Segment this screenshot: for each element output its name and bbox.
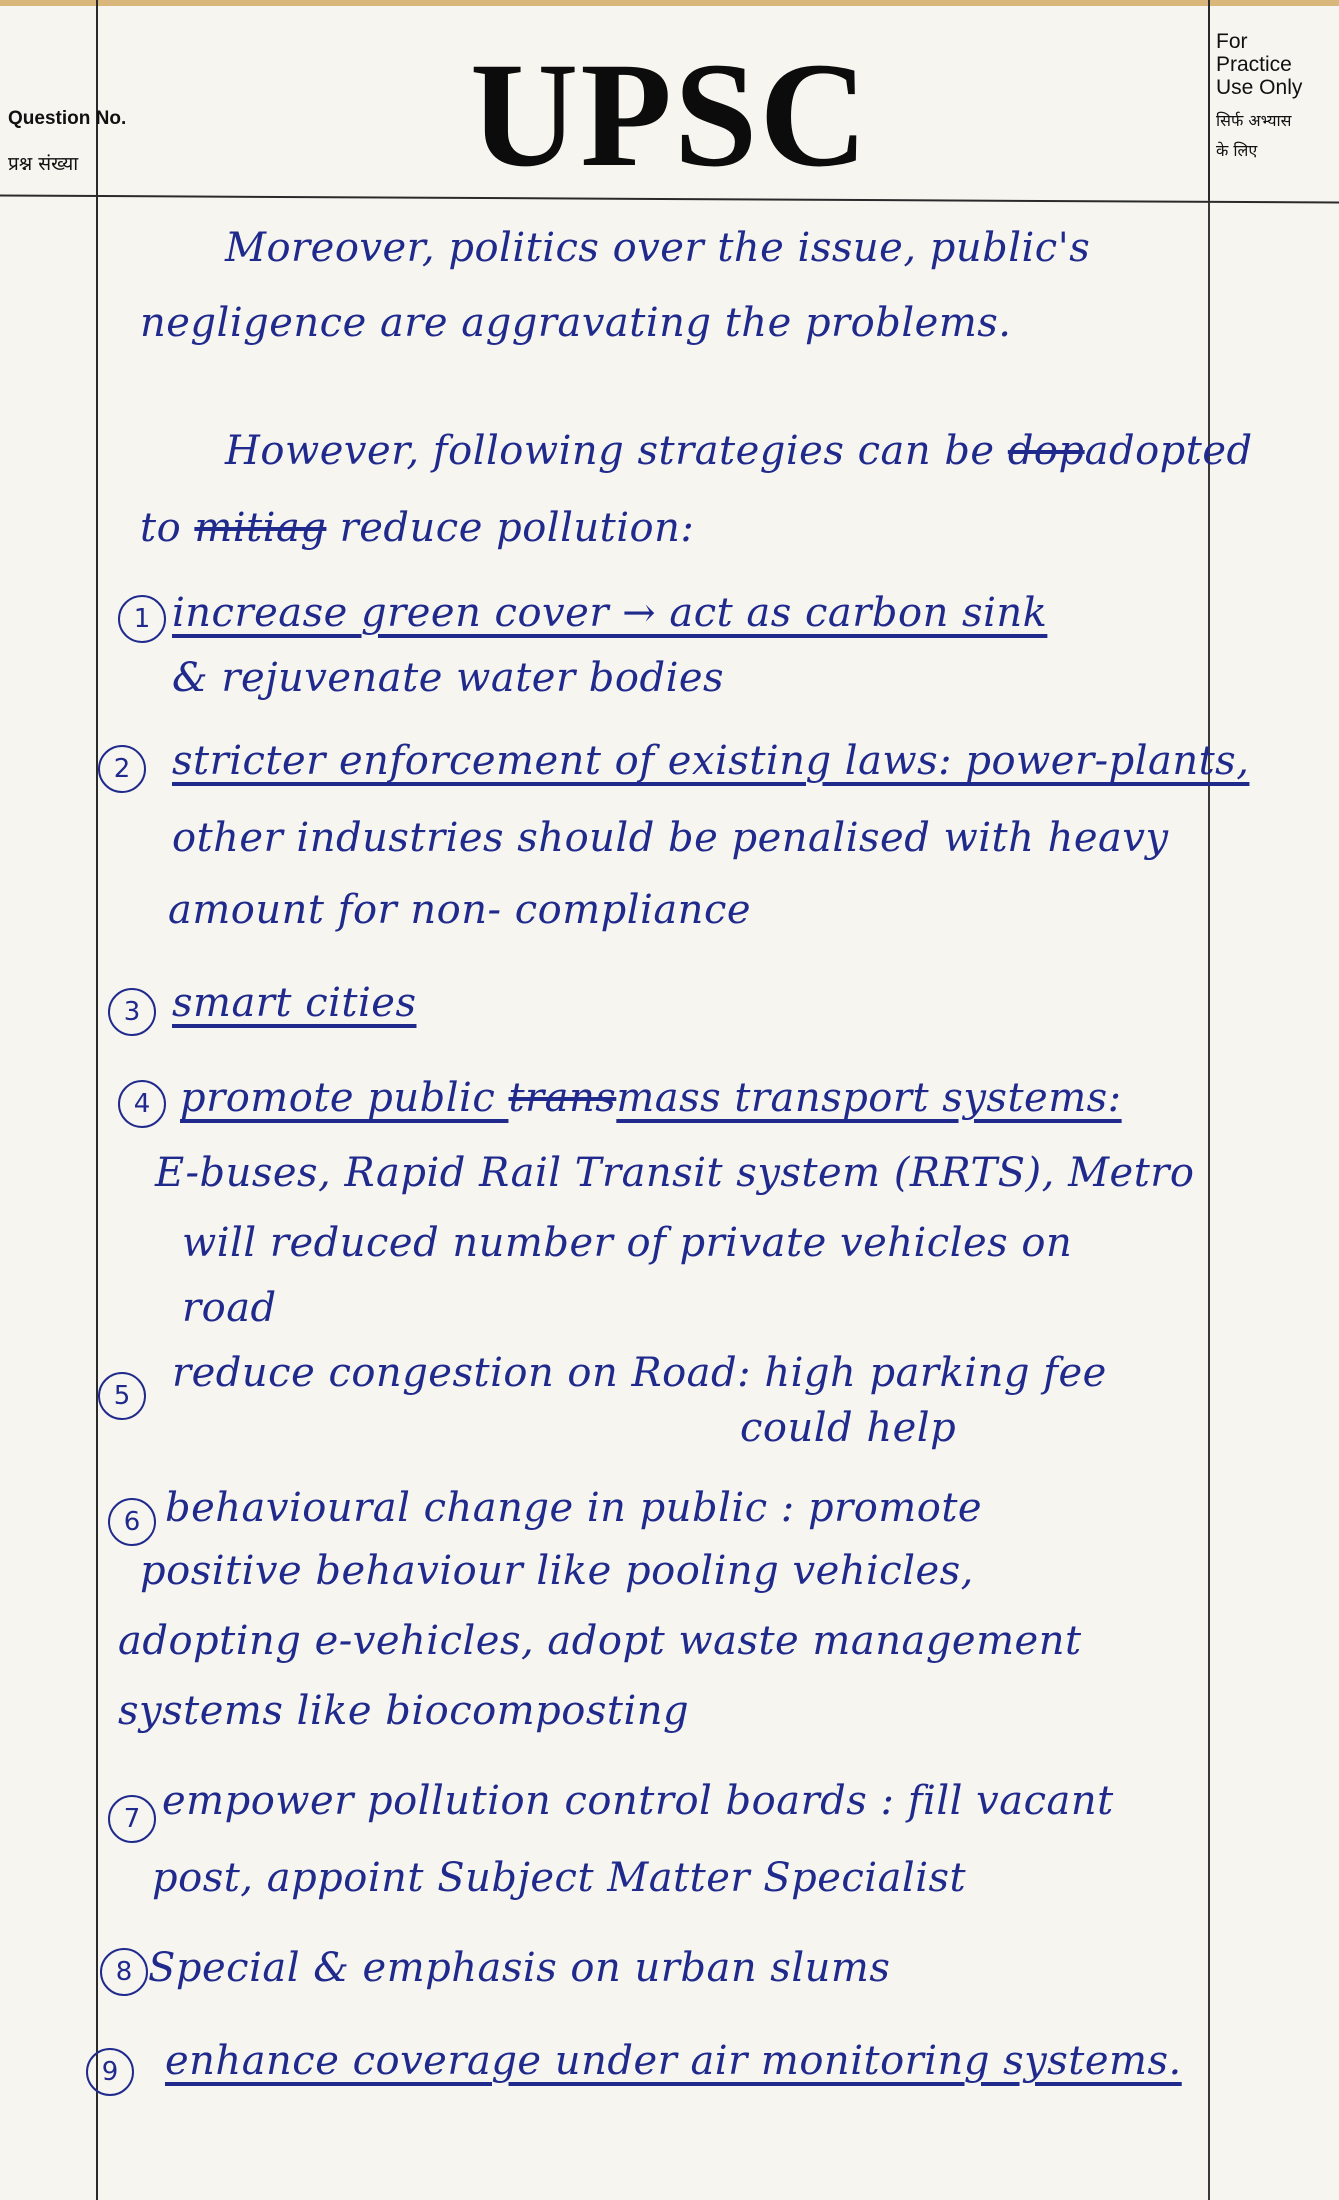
struck-text: mitiag xyxy=(194,505,327,551)
point-line: empower pollution control boards : fill vacant xyxy=(162,1778,1114,1824)
point-line: post, appoint Subject Matter Specialist xyxy=(152,1855,967,1901)
point-number: 2 xyxy=(98,745,146,793)
point-line: road xyxy=(182,1285,277,1331)
point-line: E-buses, Rapid Rail Transit system (RRTS), Metro xyxy=(155,1150,1195,1196)
lead-line xyxy=(140,505,694,551)
point-number: 7 xyxy=(108,1795,156,1843)
left-margin-line xyxy=(96,0,98,2200)
point-line: other industries should be penalised with heavy xyxy=(172,815,1169,861)
sheet-top-edge xyxy=(0,0,1339,6)
right-margin-line-lower xyxy=(1208,200,1210,2200)
lead-text: to xyxy=(140,505,195,551)
point-line: smart cities xyxy=(172,980,417,1026)
brand-logo: UPSC xyxy=(470,32,870,198)
point-line: Special & emphasis on urban slums xyxy=(148,1945,891,1991)
point-number: 3 xyxy=(108,988,156,1036)
lead-text: reduce pollution: xyxy=(326,505,695,551)
point-number: 5 xyxy=(98,1372,146,1420)
point-line: could help xyxy=(740,1405,957,1451)
right-margin-line xyxy=(1208,0,1210,200)
lead-line xyxy=(225,428,1253,474)
point-line: stricter enforcement of existing laws: power-plants, xyxy=(172,738,1250,784)
point-line: amount for non- compliance xyxy=(168,887,752,933)
point-line: behavioural change in public : promote xyxy=(165,1485,983,1531)
question-no-label: Question No. xyxy=(8,108,127,129)
practice-label-hindi-line: सिर्फ अभ्यास xyxy=(1216,111,1292,130)
struck-text: trans xyxy=(508,1075,617,1121)
point-text: mass transport systems: xyxy=(616,1075,1122,1121)
point-line: reduce congestion on Road: high parking fee xyxy=(172,1350,1107,1396)
lead-text: However, following strategies can be xyxy=(225,428,1008,474)
question-no-label-hindi: प्रश्न संख्या xyxy=(8,153,79,175)
point-line: enhance coverage under air monitoring systems. xyxy=(165,2038,1182,2084)
point-line: & rejuvenate water bodies xyxy=(172,655,725,701)
practice-use-label-hindi xyxy=(1216,106,1292,166)
practice-label-hindi-line: के लिए xyxy=(1216,141,1258,160)
point-line: will reduced number of private vehicles on xyxy=(182,1220,1073,1266)
point-number: 9 xyxy=(86,2048,134,2096)
point-number: 4 xyxy=(118,1080,166,1128)
practice-label-line: Use Only xyxy=(1216,76,1303,99)
point-line: systems like biocomposting xyxy=(118,1688,690,1734)
intro-line: negligence are aggravating the problems. xyxy=(140,300,1012,346)
point-line: increase green cover → act as carbon sink xyxy=(172,590,1048,636)
intro-line: Moreover, politics over the issue, public's xyxy=(225,225,1091,271)
point-number: 6 xyxy=(108,1498,156,1546)
practice-use-label xyxy=(1216,30,1302,99)
point-line: positive behaviour like pooling vehicles, xyxy=(140,1548,974,1594)
point-line xyxy=(180,1075,1122,1121)
struck-text: dop xyxy=(1007,428,1085,474)
point-number: 8 xyxy=(100,1948,148,1996)
point-number: 1 xyxy=(118,595,166,643)
practice-label-line: For xyxy=(1216,30,1248,53)
point-text: promote public xyxy=(180,1075,509,1121)
practice-label-line: Practice xyxy=(1216,53,1292,76)
point-line: adopting e-vehicles, adopt waste management xyxy=(118,1618,1082,1664)
lead-text: adopted xyxy=(1084,428,1253,474)
